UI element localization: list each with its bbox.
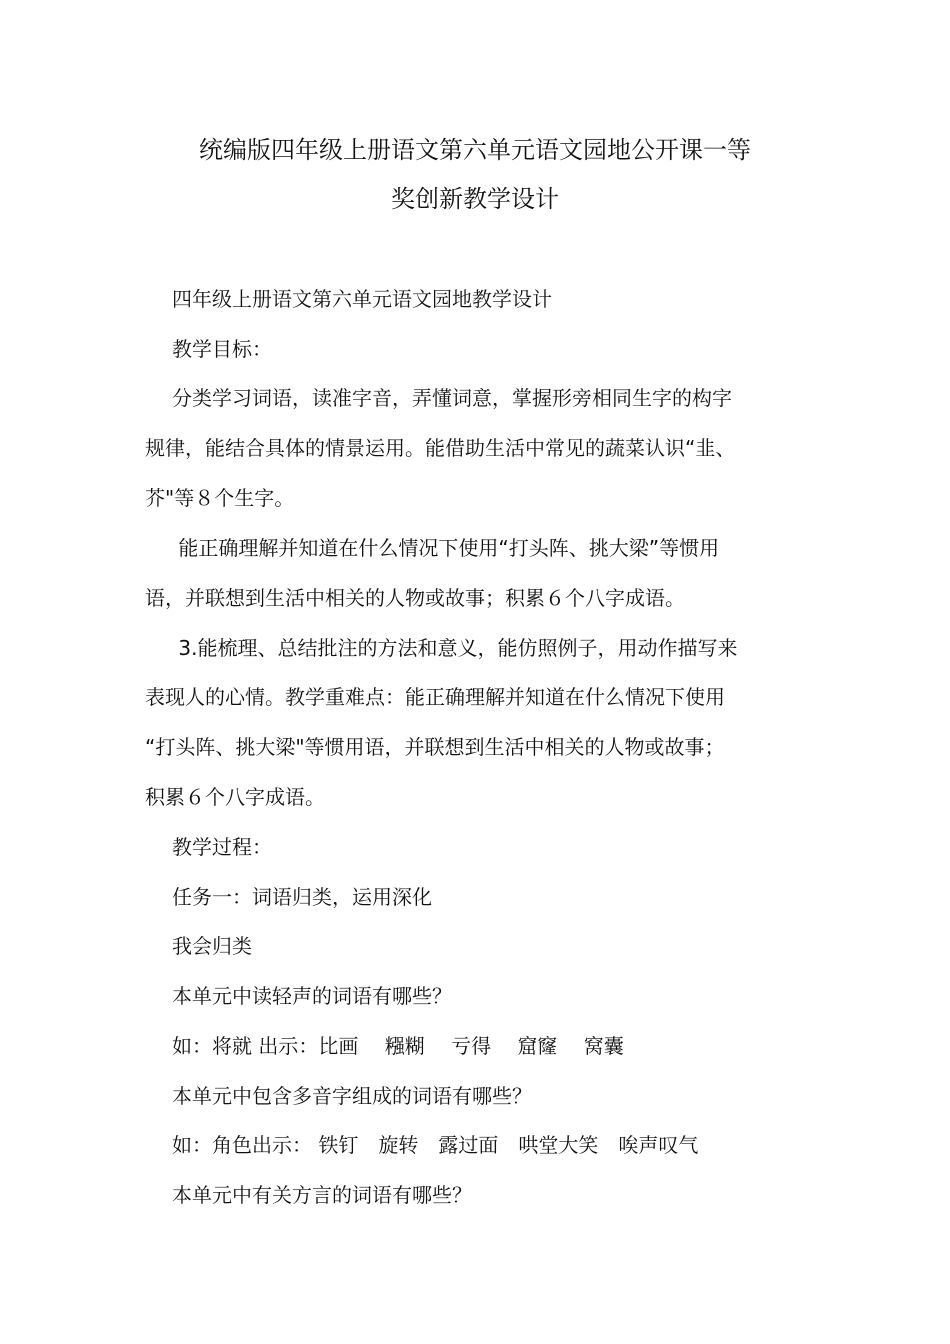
paragraph-line: 语，并联想到生活中相关的人物或故事；积累６个八字成语。: [145, 586, 685, 610]
paragraph-line: 分类学习词语，读准字音，弄懂词意，掌握形旁相同生字的构字: [172, 386, 732, 410]
section-heading-objectives: 教学目标：: [172, 337, 272, 361]
section-heading-process: 教学过程：: [172, 835, 272, 859]
example-line: 如：将就 出示：比画 糨糊 亏得 窟窿 窝囊: [172, 1034, 624, 1058]
paragraph-line: 能正确理解并知道在什么情况下使用“打头阵、挑大梁”等惯用: [172, 536, 720, 560]
question-line: 本单元中有关方言的词语有哪些？: [172, 1183, 472, 1207]
paragraph-line: 芥"等８个生字。: [145, 486, 295, 510]
question-line: 本单元中读轻声的词语有哪些？: [172, 984, 452, 1008]
paragraph-line: 规律，能结合具体的情景运用。能借助生活中常见的蔬菜认识“韭、: [145, 436, 736, 460]
paragraph-line: 积累６个八字成语。: [145, 785, 325, 809]
example-line: 如：角色出示： 铁钉 旋转 露过面 哄堂大笑 唉声叹气: [172, 1133, 699, 1157]
question-line: 本单元中包含多音字组成的词语有哪些？: [172, 1084, 532, 1108]
task-heading: 任务一：词语归类，运用深化: [172, 885, 432, 909]
paragraph-line: 表现人的心情。教学重难点：能正确理解并知道在什么情况下使用: [145, 685, 725, 709]
paragraph-line: 3.能梳理、总结批注的方法和意义，能仿照例子，用动作描写来: [172, 636, 738, 660]
paragraph-line: “打头阵、挑大梁"等惯用语，并联想到生活中相关的人物或故事；: [145, 735, 725, 759]
subheading-line: 我会归类: [172, 934, 252, 958]
document-title-line-1: 统编版四年级上册语文第六单元语文园地公开课一等: [199, 136, 751, 164]
document-title-line-2: 奖创新教学设计: [391, 185, 559, 213]
subtitle-line: 四年级上册语文第六单元语文园地教学设计: [172, 287, 552, 311]
